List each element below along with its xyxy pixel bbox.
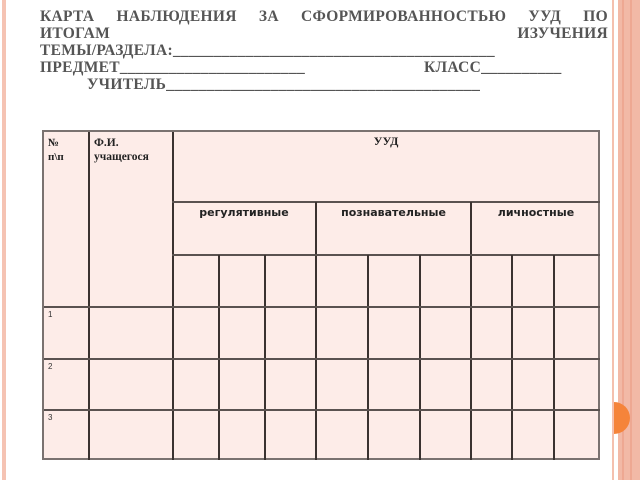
row-number: 2 bbox=[48, 362, 53, 371]
topic-field: ТЕМЫ/РАЗДЕЛА:________________________________________ bbox=[40, 42, 495, 59]
observation-table bbox=[42, 130, 600, 460]
title-line-1: КАРТА НАБЛЮДЕНИЯ ЗА СФОРМИРОВАННОСТЬЮ УУД ПО bbox=[40, 8, 608, 25]
column-header-student-name bbox=[94, 136, 149, 164]
header-number-line1: № bbox=[48, 137, 60, 149]
table-divider bbox=[470, 202, 472, 460]
teacher-field: УЧИТЕЛЬ_______________________________________ bbox=[87, 76, 481, 93]
right-border-line bbox=[630, 0, 632, 480]
row-number: 1 bbox=[48, 310, 53, 319]
column-group-uud: УУД bbox=[373, 134, 399, 148]
table-divider bbox=[172, 254, 600, 256]
table-divider bbox=[44, 306, 600, 308]
column-header-number bbox=[48, 136, 64, 164]
row-number: 3 bbox=[48, 413, 53, 422]
table-divider bbox=[315, 202, 317, 460]
table-divider bbox=[44, 358, 600, 360]
header-name-line1: Ф.И. bbox=[94, 137, 119, 149]
table-divider bbox=[44, 409, 600, 411]
subgroup-personal: личностные bbox=[497, 206, 575, 219]
subgroup-regulatory: регулятивные bbox=[199, 206, 289, 219]
class-field: КЛАСС__________ bbox=[424, 59, 562, 76]
left-decorative-rule bbox=[2, 0, 6, 480]
right-border-line bbox=[612, 0, 614, 480]
subgroup-cognitive: познавательные bbox=[341, 206, 446, 219]
header-number-line2: п\п bbox=[48, 151, 64, 163]
subject-field: ПРЕДМЕТ_______________________ bbox=[40, 59, 306, 76]
title-line-2-left: ИТОГАМ bbox=[40, 25, 111, 42]
header-name-line2: учащегося bbox=[94, 151, 149, 163]
title-line-2-right: ИЗУЧЕНИЯ bbox=[517, 25, 608, 42]
orange-marker-icon bbox=[598, 402, 630, 434]
table-divider bbox=[172, 201, 600, 203]
